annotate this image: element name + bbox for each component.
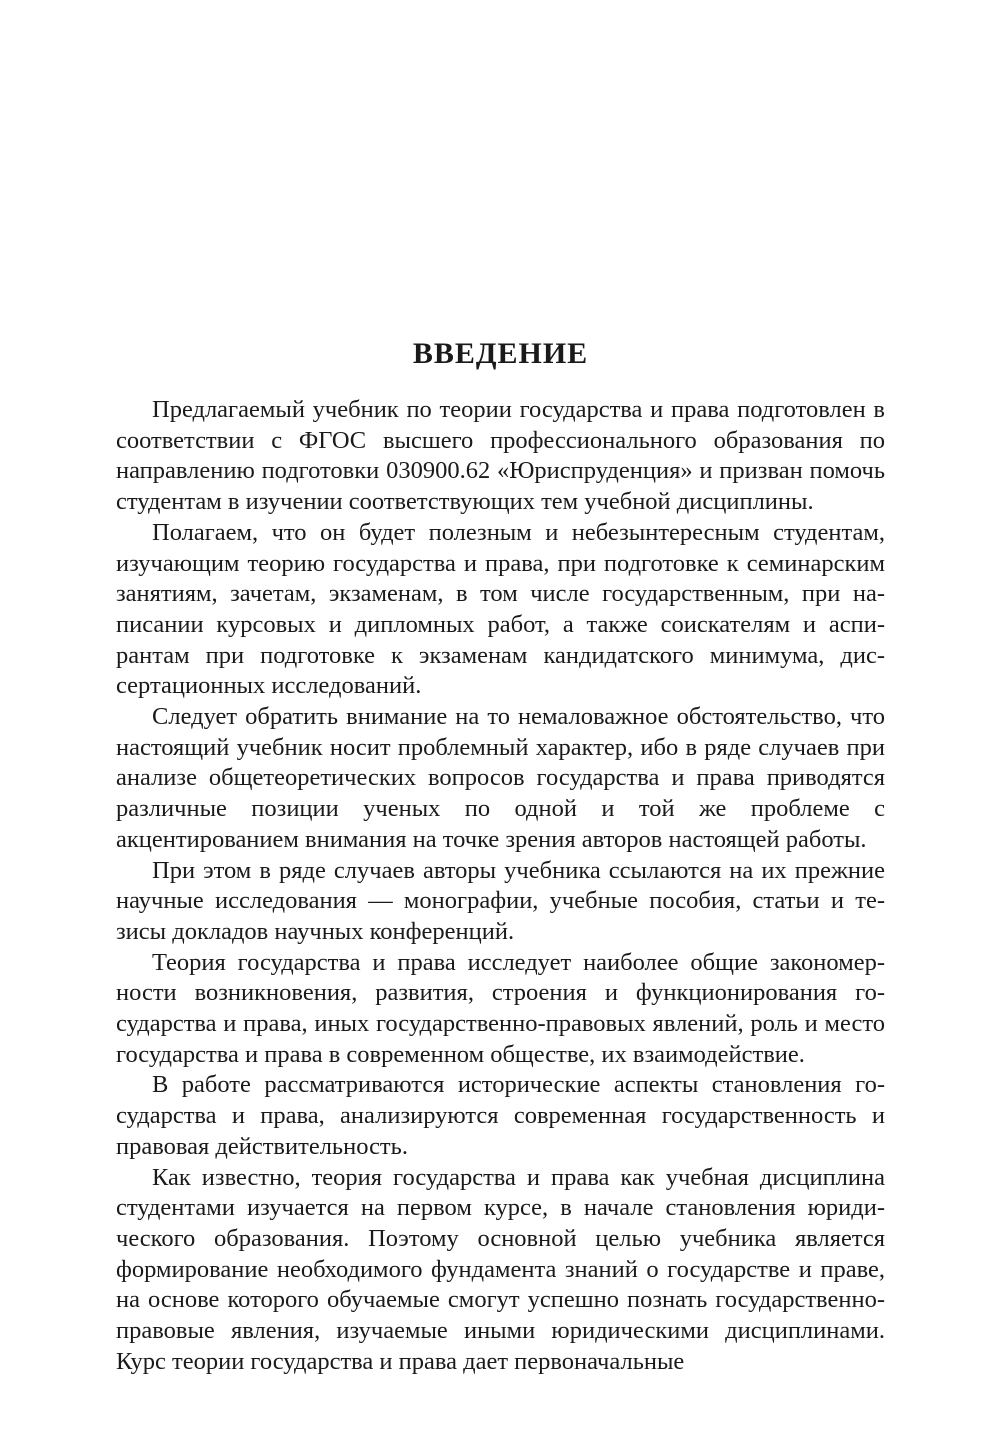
paragraph-5: Теория государства и права исследует наиболее общие закономерности возникновения, развития, строения и функционирования государства и права, иных государственно-правовых явлений, роль и место государства и права в современном обществе, их взаимодействие. <box>116 948 885 1068</box>
page-content <box>116 337 885 1378</box>
paragraph-3: Следует обратить внимание на то немаловажное обстоятельство, что настоящий учебник носит проблемный характер, ибо в ряде случаев при анализе общетеоретических вопросов государства и права приводятся различные позиции ученых по одной и той же проблеме с акцентированием внимания на точке зрения авторов настоящей работы. <box>116 703 885 853</box>
paragraph-4: При этом в ряде случаев авторы учебника ссылаются на их прежние научные исследования — монографии, учебные пособия, статьи и тезисы докладов научных конференций. <box>116 856 885 945</box>
paragraph-1: Предлагаемый учебник по теории государства и права подготовлен в соответствии с ФГОС высшего профессионального образования по направлению подготовки 030900.62 «Юриспруденция» и призван помочь студентам в изучении соответствующих тем учебной дисциплины. <box>116 396 885 516</box>
page-title: ВВЕДЕНИЕ <box>412 337 589 370</box>
paragraph-6: В работе рассматриваются исторические аспекты становления государства и права, анализируются современная государственность и правовая действительность. <box>116 1071 885 1160</box>
paragraph-2: Полагаем, что он будет полезным и небезынтересным студентам, изучающим теорию государства и права, при подготовке к семинарским занятиям, зачетам, экзаменам, в том числе государственным, при написании курсовых и дипломных работ, а также соискателям и аспирантам при подготовке к экзаменам кандидатского минимума, диссертационных исследований. <box>116 518 885 700</box>
paragraph-7: Как известно, теория государства и права как учебная дисциплина студентами изучается на первом курсе, в начале становления юридического образования. Поэтому основной целью учебника является формирование необходимого фундамента знаний о государстве и праве, на основе которого обучаемые смогут успешно познать государственно-правовые явления, изучаемые иными юридическими дисциплинами. Курс теории государства и права дает первоначальные <box>116 1163 885 1375</box>
